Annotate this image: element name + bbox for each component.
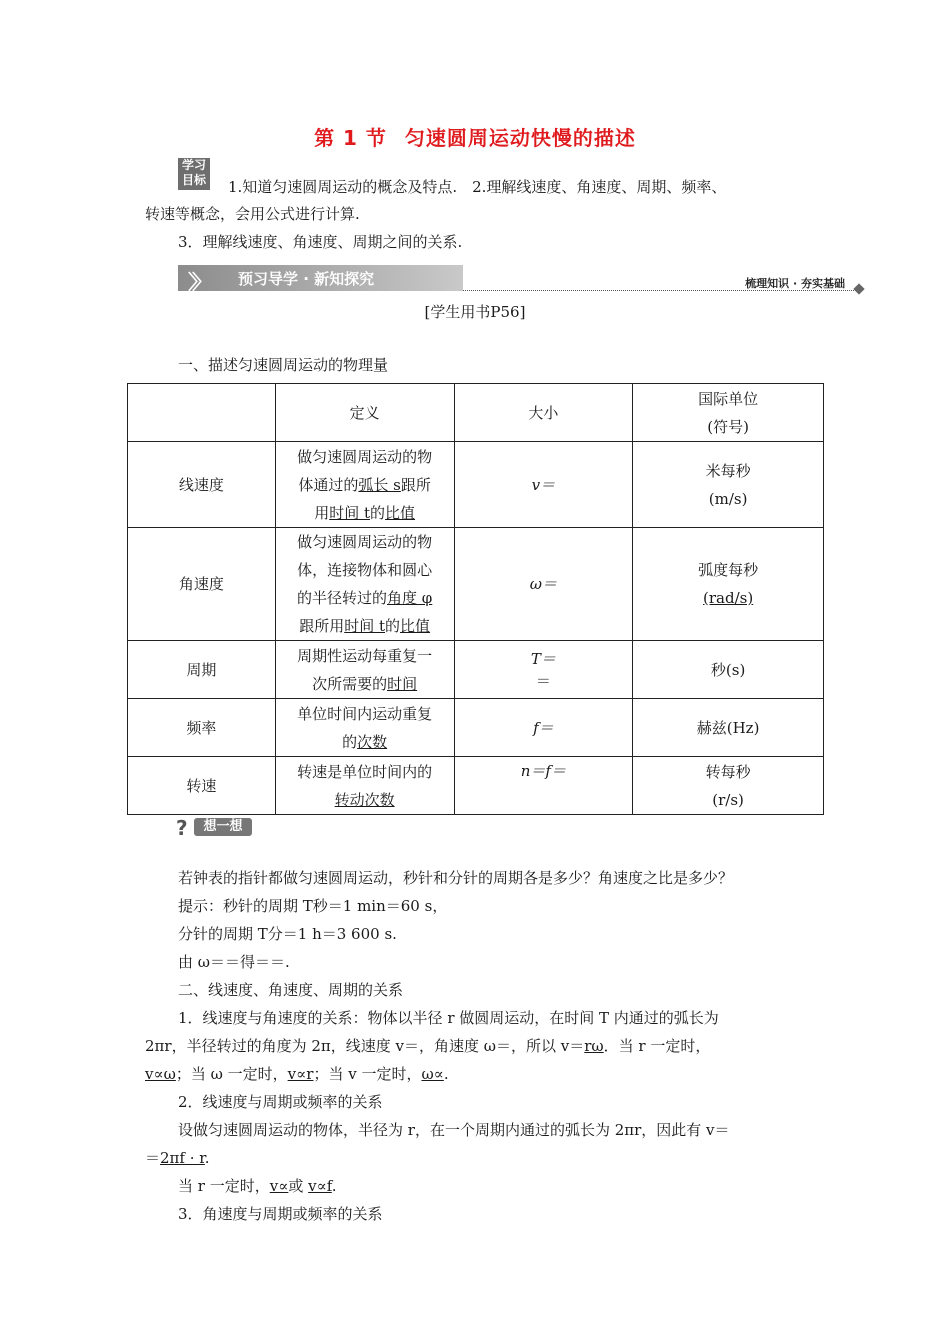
section-1-heading: 一、描述匀速圆周运动的物理量 xyxy=(178,356,389,374)
banner-bar xyxy=(178,265,463,294)
unit-name: 米每秒 xyxy=(705,461,751,480)
row-definition xyxy=(275,528,454,641)
goals-line-1: 1.知道匀速圆周运动的概念及特点. 2.理解线速度、角速度、周期、频率、 xyxy=(228,178,727,196)
row-name: 线速度 xyxy=(128,442,276,528)
think-hint-1: 提示：秒针的周期 T秒＝1 min＝60 s， xyxy=(178,897,448,915)
table-row xyxy=(128,757,824,815)
think-hint-2: 分针的周期 T分＝1 h＝3 600 s. xyxy=(178,925,397,943)
question-mark-icon: ? xyxy=(176,816,188,840)
def-text: 的 xyxy=(342,732,358,751)
def-line xyxy=(276,728,454,756)
table-row xyxy=(128,442,824,528)
badge-line-1: 学习 xyxy=(181,158,206,172)
def-answer: 次数 xyxy=(357,732,388,751)
answer-span: v∝f xyxy=(308,1177,332,1195)
text-span: ；当 ω 一定时， xyxy=(175,1065,288,1083)
size-formula: T＝ xyxy=(530,649,556,668)
def-text: 的 xyxy=(370,503,386,522)
think-hint-3: 由 ω＝＝得＝＝. xyxy=(178,953,290,971)
paragraph-line xyxy=(145,1036,710,1056)
text-span: ．当 r 一定时， xyxy=(603,1037,711,1055)
quantities-table xyxy=(127,383,824,815)
section-number: 第 1 节 xyxy=(314,126,387,150)
learning-goals-badge xyxy=(178,158,210,190)
answer-span: v∝r xyxy=(287,1065,314,1083)
row-definition xyxy=(275,699,454,757)
def-line: 做匀速圆周运动的物 xyxy=(297,533,433,551)
def-answer: 时间 t xyxy=(329,503,371,522)
paragraph-heading: 2．线速度与周期或频率的关系 xyxy=(178,1093,383,1111)
goals-line-2: 转速等概念，会用公式进行计算. xyxy=(145,205,360,223)
think-question: 若钟表的指针都做匀速圆周运动，秒针和分针的周期各是多少？角速度之比是多少？ xyxy=(178,869,734,887)
def-text: 用 xyxy=(314,503,330,522)
def-line: 体，连接物体和圆心 xyxy=(297,561,433,579)
row-unit xyxy=(633,442,824,528)
unit-name: 弧度每秒 xyxy=(698,561,759,579)
row-size xyxy=(454,699,633,757)
diamond-icon xyxy=(853,283,864,294)
section-banner xyxy=(178,265,863,294)
row-size xyxy=(454,528,633,641)
banner-subtitle: 梳理知识 · 夯实基础 xyxy=(745,277,845,290)
answer-span: 2πf · r xyxy=(160,1149,205,1167)
def-text: 跟所用 xyxy=(299,617,345,635)
def-line: 单位时间内运动重复 xyxy=(297,704,433,723)
row-unit xyxy=(633,757,824,815)
text-span: . xyxy=(443,1065,449,1083)
def-line: 转速是单位时间内的 xyxy=(297,762,433,781)
row-size xyxy=(454,641,633,699)
goals-line-3: 3．理解线速度、角速度、周期之间的关系. xyxy=(178,233,463,251)
size-formula: v＝ xyxy=(531,475,556,494)
row-unit xyxy=(633,528,824,641)
section-name: 匀速圆周运动快慢的描述 xyxy=(404,126,636,150)
paragraph-heading: 3．角速度与周期或频率的关系 xyxy=(178,1205,383,1223)
def-line: 做匀速圆周运动的物 xyxy=(297,447,433,466)
row-definition xyxy=(275,442,454,528)
row-definition xyxy=(275,641,454,699)
answer-span: ω∝ xyxy=(421,1065,444,1083)
table-header-row xyxy=(128,384,824,442)
table-row xyxy=(128,528,824,641)
chevron-right-icon: 〉〉 xyxy=(188,270,206,294)
text-span: . xyxy=(331,1177,337,1195)
def-answer: 转动次数 xyxy=(334,790,395,809)
def-answer: 时间 t xyxy=(344,617,386,635)
row-size xyxy=(454,757,633,815)
unit-symbol: (rad/s) xyxy=(703,589,754,607)
size-formula: n＝f＝ xyxy=(520,762,566,780)
row-name: 角速度 xyxy=(128,528,276,641)
answer-span: v∝ xyxy=(269,1177,289,1195)
paragraph-line xyxy=(178,1176,337,1196)
unit-name: 转每秒 xyxy=(705,762,751,781)
def-answer: 比值 xyxy=(400,617,431,635)
paragraph-line: 设做匀速圆周运动的物体，半径为 r，在一个周期内通过的弧长为 2πr，因此有 v＝ xyxy=(178,1121,730,1139)
row-name: 转速 xyxy=(128,757,276,815)
header-cell-unit xyxy=(633,384,824,442)
def-text: 的 xyxy=(385,617,401,635)
page-title xyxy=(0,122,950,151)
header-cell-size: 大小 xyxy=(454,384,633,442)
table-row xyxy=(128,641,824,699)
def-text: 跟所 xyxy=(400,475,431,494)
header-cell-definition: 定义 xyxy=(275,384,454,442)
def-text: 的半径转过的 xyxy=(296,589,387,607)
banner-title: 预习导学 · 新知探究 xyxy=(238,270,375,288)
text-span: 2πr，半径转过的角度为 2π，线速度 v＝，角速度 ω＝，所以 v＝ xyxy=(145,1037,585,1055)
text-span: ＝ xyxy=(145,1149,161,1167)
def-answer: 时间 xyxy=(387,674,418,693)
row-name: 频率 xyxy=(128,699,276,757)
section-2-heading: 二、线速度、角速度、周期的关系 xyxy=(178,981,404,999)
row-definition xyxy=(275,757,454,815)
unit-symbol: (r/s) xyxy=(712,790,744,809)
text-span: 当 r 一定时， xyxy=(178,1177,270,1195)
row-name: 周期 xyxy=(128,641,276,699)
unit-symbol: (m/s) xyxy=(708,489,748,508)
def-answer: 比值 xyxy=(385,503,416,522)
size-formula: ＝ xyxy=(535,671,551,690)
text-span: 或 xyxy=(288,1177,309,1195)
header-cell-empty xyxy=(128,384,276,442)
row-unit: 秒(s) xyxy=(633,641,824,699)
text-span: ；当 v 一定时， xyxy=(313,1065,422,1083)
def-line xyxy=(276,584,454,612)
size-formula: ω＝ xyxy=(529,575,557,593)
def-line: 周期性运动每重复一 xyxy=(297,646,433,665)
paragraph-line xyxy=(145,1148,210,1168)
row-unit: 赫兹(Hz) xyxy=(633,699,824,757)
size-formula: f＝ xyxy=(533,718,554,737)
def-line xyxy=(276,612,454,640)
badge-line-2: 目标 xyxy=(181,173,206,187)
def-line xyxy=(276,670,454,698)
def-answer: 角度 φ xyxy=(387,589,433,607)
think-badge: 想一想 xyxy=(194,818,252,836)
paragraph-line: 1．线速度与角速度的关系：物体以半径 r 做圆周运动，在时间 T 内通过的弧长为 xyxy=(178,1009,719,1027)
answer-span: rω xyxy=(584,1037,604,1055)
answer-span: v∝ω xyxy=(145,1065,176,1083)
def-text: 次所需要的 xyxy=(312,674,388,693)
def-answer: 弧长 s xyxy=(358,475,401,494)
paragraph-line xyxy=(145,1064,449,1084)
def-text: 体通过的 xyxy=(298,475,359,494)
def-line xyxy=(276,471,454,499)
row-size xyxy=(454,442,633,528)
def-line xyxy=(276,499,454,527)
book-reference: [学生用书P56] xyxy=(424,303,526,321)
text-span: . xyxy=(204,1149,210,1167)
header-unit-symbol: (符号) xyxy=(707,417,749,436)
table-row xyxy=(128,699,824,757)
header-unit-label: 国际单位 xyxy=(698,389,759,408)
